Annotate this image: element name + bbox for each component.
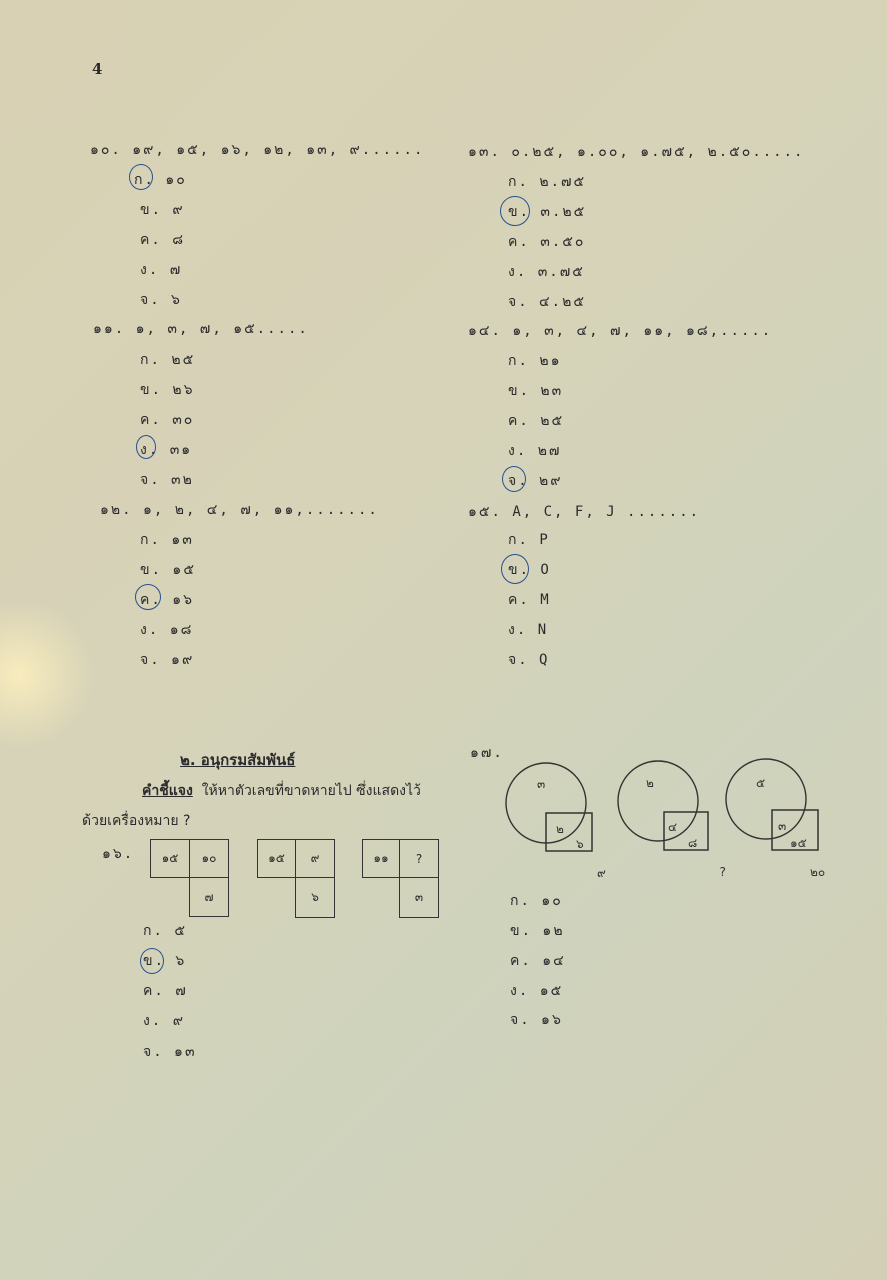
question-16-number: ๑๖. [102, 846, 135, 862]
q10-option-d: ง. ๗ [140, 262, 183, 278]
q14-option-a: ก. ๒๑ [508, 353, 562, 369]
q17-fig2-below: ? [719, 865, 727, 879]
q16-fig3-top-right: ? [399, 839, 439, 878]
answer-circle-q13 [500, 196, 530, 226]
q17-fig2-square-top: ๔ [668, 820, 678, 834]
q16-fig2-top-left: ๑๕ [257, 839, 296, 878]
q17-figure-2 [618, 761, 726, 879]
q17-fig3-below: ๒๐ [810, 865, 826, 879]
q17-fig1-below: ๙ [597, 866, 606, 880]
q14-option-e: จ. ๒๙ [508, 473, 563, 489]
q12-option-a: ก. ๑๓ [140, 532, 194, 548]
q14-option-d: ง. ๒๗ [508, 443, 562, 459]
question-11: ๑๑. ๑, ๓, ๗, ๑๕..... [93, 321, 309, 337]
q16-fig1-bottom: ๗ [189, 877, 229, 917]
q15-option-a: ก. P [508, 532, 550, 548]
q16-option-a: ก. ๕ [143, 923, 187, 939]
q16-fig2-bottom: ๖ [295, 877, 335, 918]
q15-option-c: ค. M [508, 592, 551, 608]
q16-option-d: ง. ๙ [143, 1013, 185, 1029]
q11-option-d: ง. ๓๑ [140, 442, 193, 458]
q14-option-c: ค. ๒๕ [508, 413, 565, 429]
question-17-number: ๑๗. [470, 745, 504, 761]
instruction-label: คำชี้แจง [142, 783, 193, 799]
q17-fig1-square-top: ๒ [556, 822, 564, 836]
answer-circle-q11 [136, 435, 156, 459]
instruction-line-2: ด้วยเครื่องหมาย ? [82, 813, 191, 829]
q17-fig3-square-top: ๓ [778, 819, 787, 833]
answer-circle-q14 [502, 466, 526, 492]
q16-option-e: จ. ๑๓ [143, 1044, 197, 1060]
q17-figure-1 [506, 763, 606, 880]
q10-option-e: จ. ๖ [140, 292, 182, 308]
question-15: ๑๕. A, C, F, J ....... [468, 504, 701, 520]
q12-option-c: ค. ๑๖ [140, 592, 194, 608]
q11-option-c: ค. ๓๐ [140, 412, 195, 428]
answer-circle-q16 [140, 948, 164, 974]
q11-option-e: จ. ๓๒ [140, 472, 194, 488]
q17-option-e: จ. ๑๖ [510, 1012, 563, 1028]
q15-option-b: ข. O [508, 562, 551, 578]
instruction-line-1 [142, 780, 421, 802]
q17-fig3-square-bottom: ๑๕ [790, 836, 807, 850]
q14-option-b: ข. ๒๓ [508, 383, 564, 399]
question-13: ๑๓. ๐.๒๕, ๑.๐๐, ๑.๗๕, ๒.๕๐..... [468, 144, 805, 160]
light-glare [0, 600, 95, 750]
answer-circle-q15 [501, 554, 529, 584]
q17-fig1-circle-value: ๓ [537, 777, 546, 791]
q16-fig2-top-right: ๙ [295, 839, 335, 878]
q13-option-c: ค. ๓.๕๐ [508, 234, 586, 250]
q13-option-a: ก. ๒.๗๕ [508, 174, 587, 190]
q16-option-b: ข. ๖ [143, 953, 187, 969]
q17-fig2-circle-value: ๒ [646, 776, 654, 790]
answer-circle-q10 [129, 164, 153, 190]
q15-option-e: จ. Q [508, 652, 550, 668]
q17-figures [490, 755, 835, 885]
question-10: ๑๐. ๑๙, ๑๕, ๑๖, ๑๒, ๑๓, ๙...... [90, 142, 425, 158]
q17-option-c: ค. ๑๔ [510, 953, 566, 969]
q16-fig3-top-left: ๑๑ [362, 839, 400, 878]
q17-fig1-square-bottom: ๖ [576, 837, 584, 851]
q16-fig1-top-right: ๑๐ [189, 839, 229, 878]
q17-option-a: ก. ๑๐ [510, 893, 563, 909]
q17-fig2-square-bottom: ๘ [688, 836, 698, 850]
q13-option-b: ข. ๓.๒๕ [508, 204, 587, 220]
answer-circle-q12 [135, 584, 161, 610]
instruction-text: ให้หาตัวเลขที่ขาดหายไป ซึ่งแสดงไว้ [201, 783, 421, 799]
q17-option-b: ข. ๑๒ [510, 923, 565, 939]
q13-option-d: ง. ๓.๗๕ [508, 264, 585, 280]
q17-option-d: ง. ๑๕ [510, 983, 564, 999]
q12-option-d: ง. ๑๘ [140, 622, 194, 638]
q12-option-b: ข. ๑๕ [140, 562, 196, 578]
q15-option-d: ง. N [508, 622, 549, 638]
q10-option-b: ข. ๙ [140, 202, 185, 218]
q17-fig3-circle-value: ๕ [756, 776, 766, 790]
q11-option-a: ก. ๒๕ [140, 352, 196, 368]
page-number: 4 [92, 60, 103, 78]
q16-option-c: ค. ๗ [143, 983, 188, 999]
q10-option-c: ค. ๘ [140, 232, 186, 248]
q13-option-e: จ. ๔.๒๕ [508, 294, 586, 310]
section-title: ๒. อนุกรมสัมพันธ์ [180, 751, 296, 769]
q10-option-a: ก. ๑๐ [134, 172, 187, 188]
q11-option-b: ข. ๒๖ [140, 382, 195, 398]
q16-fig1-top-left: ๑๕ [150, 839, 190, 878]
q17-figure-3 [726, 759, 825, 879]
question-12: ๑๒. ๑, ๒, ๔, ๗, ๑๑,....... [100, 502, 379, 518]
q12-option-e: จ. ๑๙ [140, 652, 195, 668]
q16-fig3-bottom: ๓ [399, 877, 439, 918]
question-14: ๑๔. ๑, ๓, ๔, ๗, ๑๑, ๑๘,..... [468, 323, 773, 339]
